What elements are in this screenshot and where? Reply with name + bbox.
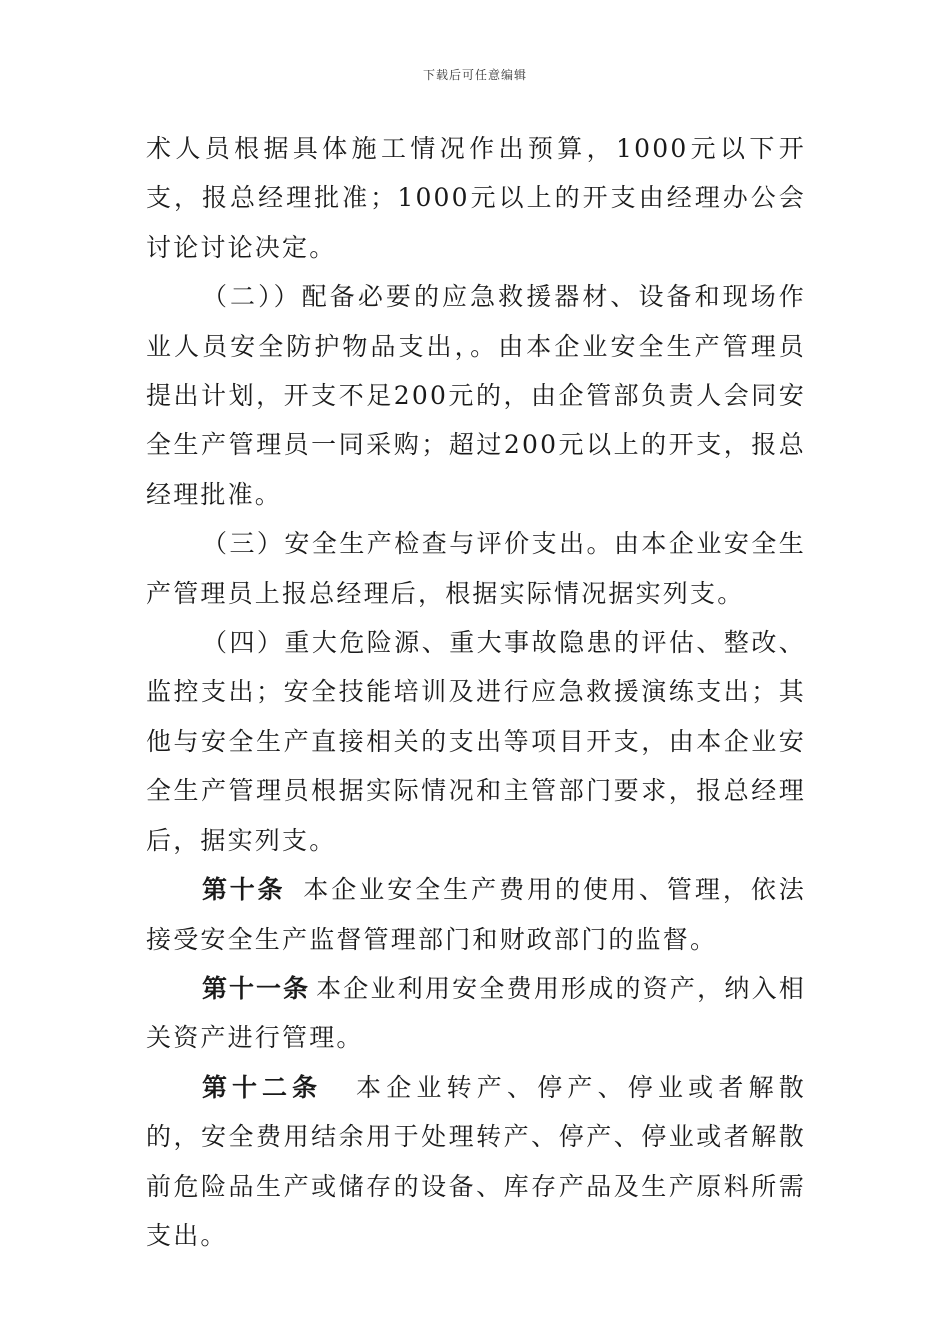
article-12-text: 本企业转产、停产、停业或者解散的，安全费用结余用于处理转产、停产、停业或者解散前危险品生产或储存的设备、库存产品及生产原料所需支出。	[146, 1072, 806, 1250]
article-12-label: 第十二条	[202, 1072, 322, 1102]
page-header-note: 下载后可任意编辑	[422, 68, 527, 82]
article-10	[146, 865, 806, 964]
document-body	[146, 124, 806, 1260]
paragraph-continuation: 术人员根据具体施工情况作出预算，1000元以下开支，报总经理批准；1000元以上的开支由经理办公会讨论讨论决定。	[146, 134, 806, 262]
article-11-label: 第十一条	[202, 973, 311, 1003]
paragraph-item-3: （三）安全生产检查与评价支出。由本企业安全生产管理员上报总经理后，根据实际情况据实列支。	[146, 529, 806, 608]
article-12	[146, 1063, 806, 1261]
article-11-text: 本企业利用安全费用形成的资产，纳入相关资产进行管理。	[146, 973, 806, 1053]
paragraph-item-4: （四）重大危险源、重大事故隐患的评估、整改、监控支出；安全技能培训及进行应急救援演练支出；其他与安全生产直接相关的支出等项目开支，由本企业安全生产管理员根据实际情况和主管部门要求，报总经理后，据实列支。	[146, 628, 806, 855]
article-11	[146, 964, 806, 1063]
article-10-text: 本企业安全生产费用的使用、管理，依法接受安全生产监督管理部门和财政部门的监督。	[146, 875, 806, 954]
article-10-label: 第十条	[202, 875, 286, 905]
paragraph-item-2: （二））配备必要的应急救援器材、设备和现场作业人员安全防护物品支出，。由本企业安全生产管理员提出计划，开支不足200元的，由企管部负责人会同安全生产管理员一同采购；超过200元以上的开支，报总经理批准。	[146, 282, 806, 509]
